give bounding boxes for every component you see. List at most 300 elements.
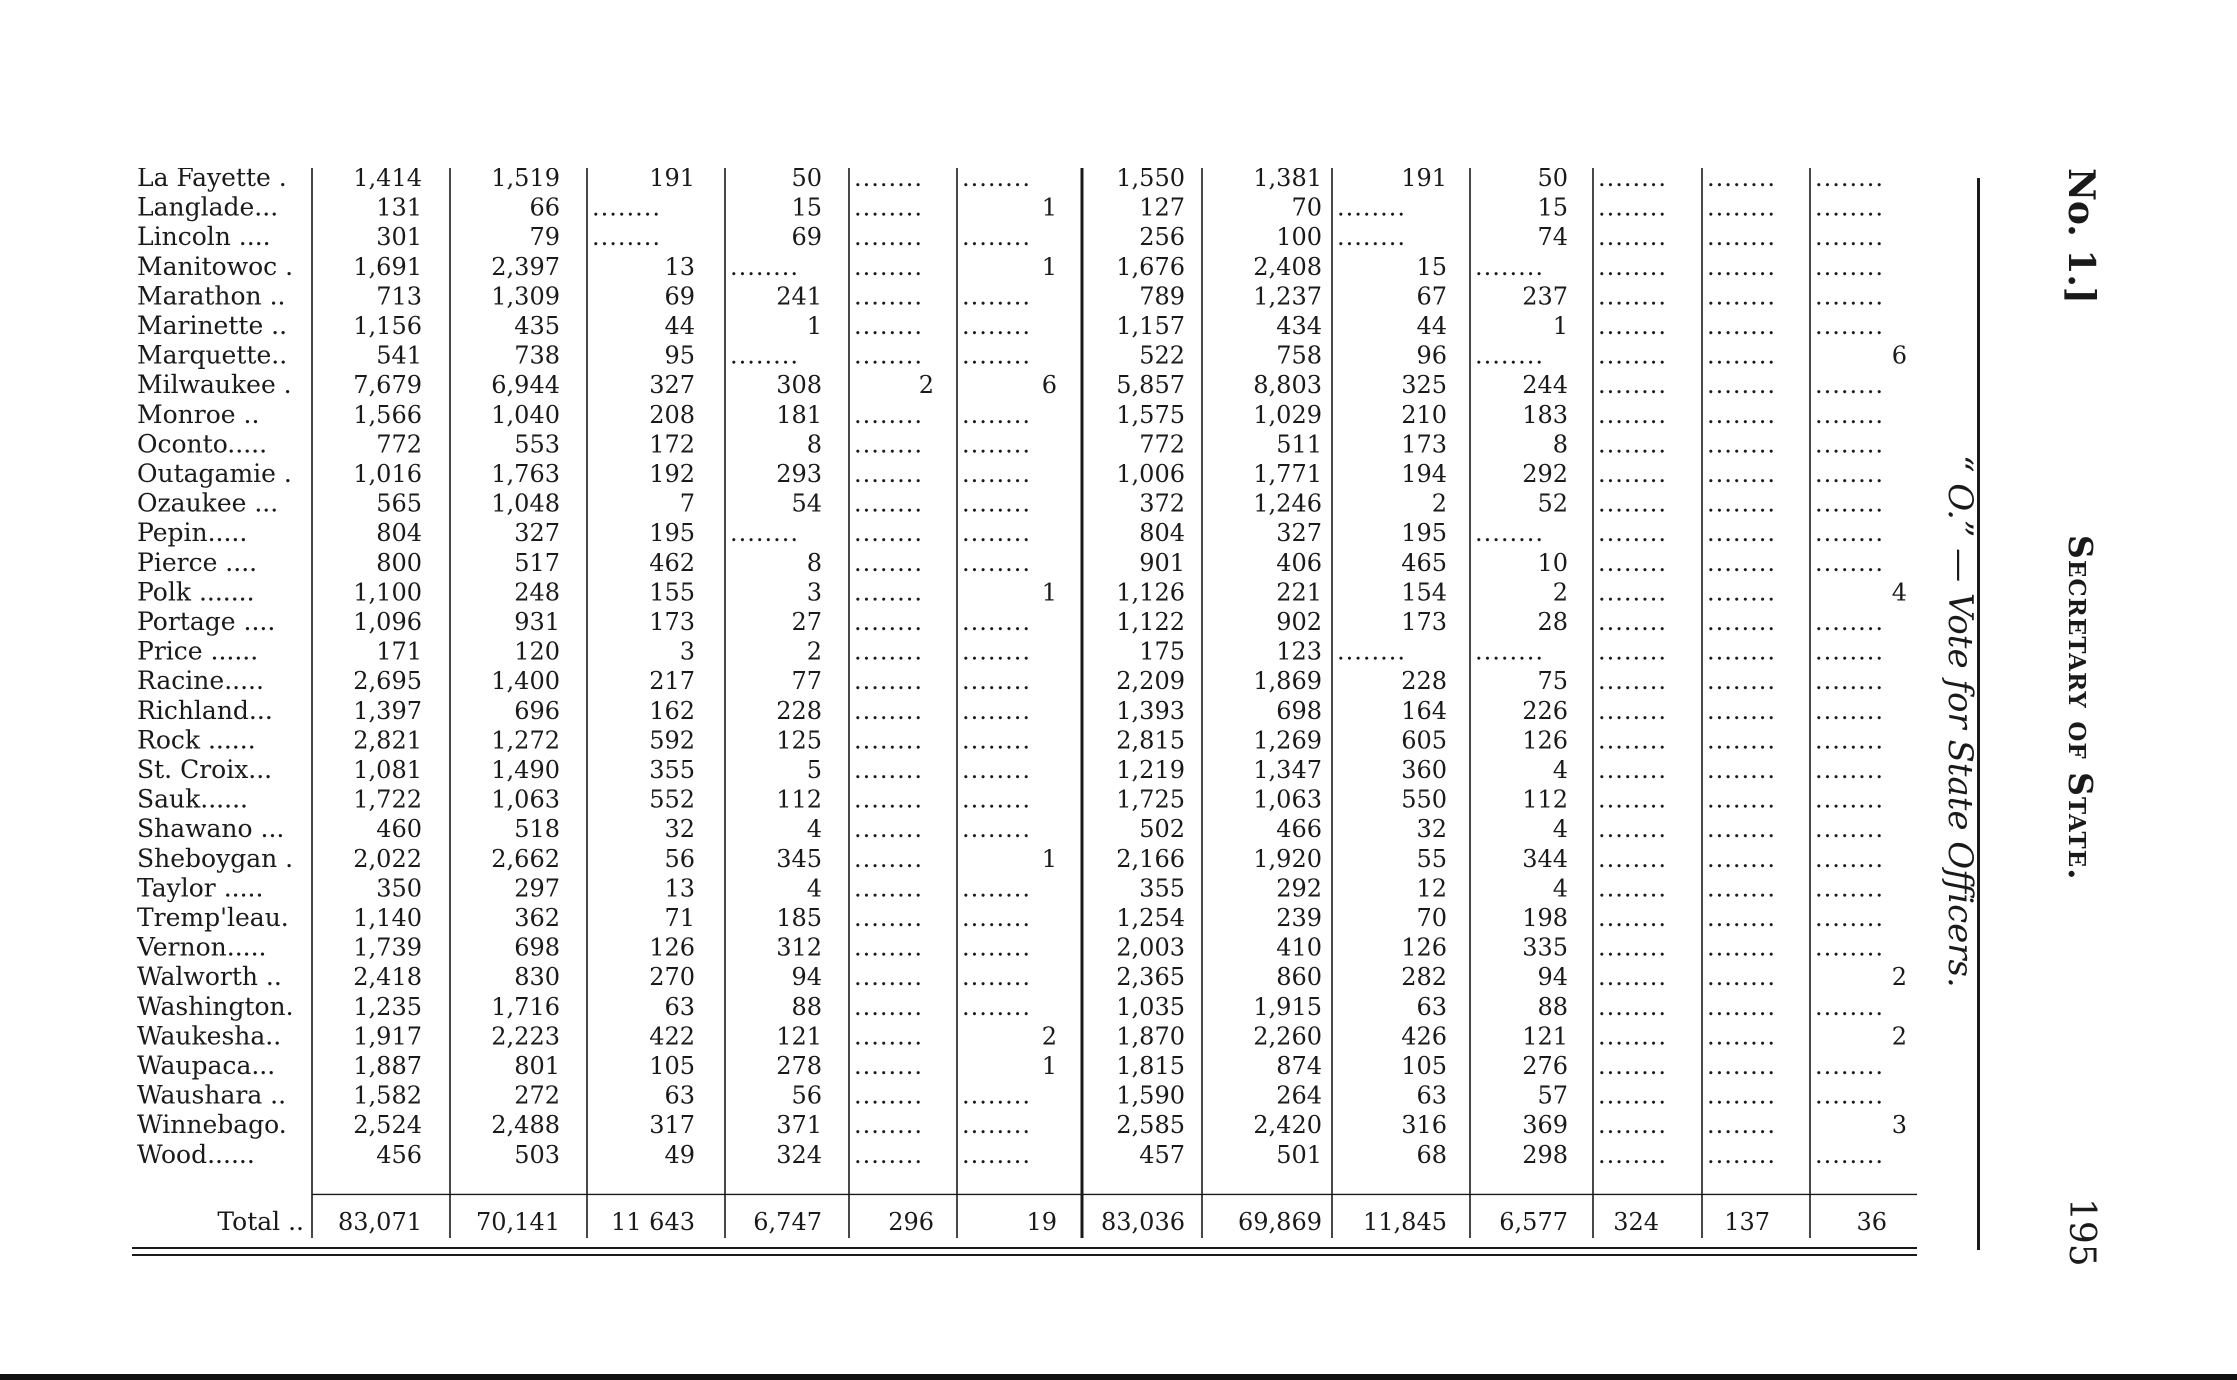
vote-count: 1,347 (1253, 756, 1322, 784)
county-name: Sheboygan . (137, 843, 294, 873)
vote-count: 466 (1276, 815, 1322, 844)
vote-count: 112 (776, 785, 822, 814)
empty-leader: ........ (854, 726, 924, 755)
vote-count: 2 (1891, 963, 1907, 992)
empty-leader: ........ (962, 548, 1032, 577)
vote-count: 226 (1522, 696, 1568, 725)
empty-leader: ........ (962, 460, 1032, 488)
vote-count: 1,725 (1116, 785, 1185, 814)
vote-count: 1,575 (1116, 400, 1185, 429)
total-value: 69,869 (1238, 1208, 1322, 1236)
empty-leader: ........ (962, 400, 1032, 429)
vote-count: 185 (776, 904, 822, 932)
vote-count: 456 (376, 1140, 422, 1169)
vote-count: 696 (514, 696, 560, 725)
vote-count: 1,309 (491, 282, 560, 311)
vote-count: 1,920 (1253, 844, 1322, 873)
empty-leader: ........ (854, 785, 924, 814)
vote-count: 12 (1416, 874, 1447, 903)
vote-count: 335 (1522, 933, 1568, 962)
empty-leader: ........ (854, 1140, 924, 1169)
vote-count: 1 (1041, 1052, 1057, 1080)
empty-leader: ........ (1598, 696, 1668, 725)
vote-count: 1,035 (1116, 992, 1185, 1021)
empty-leader: ........ (962, 992, 1032, 1021)
vote-count: 1,029 (1253, 400, 1322, 429)
county-name: Langlade... (137, 192, 279, 222)
vote-count: 738 (514, 341, 560, 370)
vote-count: 1,393 (1116, 696, 1185, 725)
vote-count: 5 (806, 756, 822, 784)
vote-count: 8,803 (1253, 371, 1322, 400)
vote-count: 8 (806, 430, 822, 459)
empty-leader: ........ (1598, 726, 1668, 755)
empty-leader: ........ (1598, 312, 1668, 340)
vote-count: 457 (1139, 1140, 1185, 1169)
vote-count: 406 (1276, 548, 1322, 577)
vote-count: 1,763 (491, 460, 560, 488)
county-name: Richland... (137, 695, 273, 725)
empty-leader: ........ (854, 1052, 924, 1080)
vote-count: 49 (664, 1140, 695, 1169)
vote-count: 162 (649, 696, 695, 725)
empty-leader: ........ (962, 1081, 1032, 1110)
vote-count: 1,063 (1253, 785, 1322, 814)
empty-leader: ........ (854, 341, 924, 370)
vote-count: 127 (1139, 193, 1185, 222)
vote-count: 112 (1522, 785, 1568, 814)
vote-count: 1,140 (353, 904, 422, 932)
county-name: Portage .... (137, 607, 276, 636)
empty-leader: ........ (1598, 1140, 1668, 1169)
empty-leader: ........ (962, 667, 1032, 696)
vote-count: 15 (1537, 193, 1568, 222)
vote-count: 4 (1552, 756, 1568, 784)
empty-leader: ........ (1707, 1052, 1777, 1080)
vote-count: 1,400 (491, 667, 560, 696)
empty-leader: ........ (1337, 193, 1407, 222)
vote-count: 2,695 (353, 667, 422, 696)
vote-count: 552 (649, 785, 695, 814)
vote-count: 210 (1401, 400, 1447, 429)
vote-count: 422 (649, 1022, 695, 1051)
empty-leader: ........ (854, 312, 924, 340)
empty-leader: ........ (1815, 933, 1885, 962)
county-name: Lincoln .... (137, 222, 271, 252)
vote-count: 372 (1139, 489, 1185, 518)
vote-count: 360 (1401, 756, 1447, 784)
vote-count: 44 (664, 312, 695, 340)
empty-leader: ........ (1707, 844, 1777, 873)
vote-count: 3 (806, 578, 822, 607)
vote-count: 292 (1522, 460, 1568, 488)
vote-count: 173 (1401, 608, 1447, 636)
county-name: St. Croix... (137, 755, 273, 784)
vote-count: 1 (1041, 252, 1057, 281)
vote-count: 293 (776, 460, 822, 488)
empty-leader: ........ (1707, 460, 1777, 488)
vote-count: 57 (1537, 1081, 1568, 1110)
vote-count: 10 (1537, 548, 1568, 577)
county-name: Marinette .. (137, 311, 288, 340)
vote-count: 1,126 (1116, 578, 1185, 607)
empty-leader: ........ (1815, 904, 1885, 932)
vote-count: 830 (514, 963, 560, 992)
empty-leader: ........ (854, 637, 924, 666)
empty-leader: ........ (1707, 785, 1777, 814)
empty-leader: ........ (1707, 933, 1777, 962)
empty-leader: ........ (1707, 696, 1777, 725)
empty-leader: ........ (1815, 548, 1885, 577)
empty-leader: ........ (1815, 815, 1885, 844)
empty-leader: ........ (1598, 637, 1668, 666)
empty-leader: ........ (962, 756, 1032, 784)
vote-count: 282 (1401, 963, 1447, 992)
vote-count: 192 (649, 460, 695, 488)
vote-count: 355 (1139, 874, 1185, 903)
vote-count: 69 (664, 282, 695, 311)
document-number: No. 1.] (2060, 168, 2102, 304)
empty-leader: ........ (1815, 400, 1885, 429)
empty-leader: ........ (1598, 904, 1668, 932)
vote-count: 5,857 (1116, 371, 1185, 400)
vote-count: 71 (664, 904, 695, 932)
empty-leader: ........ (1815, 430, 1885, 459)
total-value: 137 (1724, 1208, 1770, 1236)
empty-leader: ........ (1707, 341, 1777, 370)
vote-count: 297 (514, 874, 560, 903)
vote-count: 88 (791, 992, 822, 1021)
vote-count: 15 (1416, 252, 1447, 281)
vote-count: 4 (806, 815, 822, 844)
vote-count: 2,365 (1116, 963, 1185, 992)
empty-leader: ........ (1598, 785, 1668, 814)
vote-count: 217 (649, 667, 695, 696)
vote-count: 2,166 (1116, 844, 1185, 873)
vote-count: 198 (1522, 904, 1568, 932)
empty-leader: ........ (962, 874, 1032, 903)
empty-leader: ........ (854, 430, 924, 459)
empty-leader: ........ (1815, 489, 1885, 518)
vote-count: 541 (376, 341, 422, 370)
county-name: Pierce .... (137, 547, 258, 577)
vote-count: 789 (1139, 282, 1185, 311)
vote-count: 426 (1401, 1022, 1447, 1051)
total-value: 11,845 (1363, 1208, 1447, 1236)
vote-count: 2,585 (1116, 1111, 1185, 1140)
empty-leader: ........ (1707, 223, 1777, 252)
county-name: Polk ....... (137, 577, 255, 607)
vote-count: 1,269 (1253, 726, 1322, 755)
total-value: 324 (1613, 1208, 1659, 1236)
total-value: 83,071 (338, 1208, 422, 1236)
empty-leader: ........ (1598, 252, 1668, 281)
vote-count: 181 (776, 400, 822, 429)
empty-leader: ........ (1598, 489, 1668, 518)
county-name: Taylor ..... (137, 873, 264, 903)
vote-count: 1 (1552, 312, 1568, 340)
empty-leader: ........ (1707, 992, 1777, 1021)
vote-count: 264 (1276, 1081, 1322, 1110)
vote-count: 1,157 (1116, 312, 1185, 340)
vote-count: 63 (1416, 1081, 1447, 1110)
empty-leader: ........ (1815, 460, 1885, 488)
empty-leader: ........ (1815, 844, 1885, 873)
vote-table (132, 168, 1917, 1260)
vote-count: 1 (806, 312, 822, 340)
empty-leader: ........ (1598, 608, 1668, 636)
vote-count: 931 (514, 608, 560, 636)
vote-count: 55 (1416, 844, 1447, 873)
county-name: Ozaukee ... (137, 488, 279, 518)
total-value: 296 (888, 1208, 934, 1236)
vote-count: 804 (376, 519, 422, 548)
vote-count: 276 (1522, 1052, 1568, 1080)
empty-leader: ........ (1598, 460, 1668, 488)
empty-leader: ........ (1475, 252, 1545, 281)
county-name: Monroe .. (137, 399, 260, 429)
empty-leader: ........ (962, 785, 1032, 814)
vote-count: 121 (776, 1022, 822, 1051)
empty-leader: ........ (1815, 1081, 1885, 1110)
vote-count: 312 (776, 933, 822, 962)
empty-leader: ........ (854, 1022, 924, 1051)
empty-leader: ........ (962, 933, 1032, 962)
vote-count: 462 (649, 548, 695, 577)
empty-leader: ........ (962, 696, 1032, 725)
county-name: Winnebago. (137, 1110, 287, 1140)
vote-count: 1,016 (353, 460, 422, 488)
county-name: Manitowoc . (137, 251, 294, 281)
empty-leader: ........ (962, 223, 1032, 252)
vote-count: 1,048 (491, 489, 560, 518)
empty-leader: ........ (962, 489, 1032, 518)
vote-count: 7 (679, 489, 695, 518)
vote-count: 1,519 (491, 168, 560, 192)
empty-leader: ........ (962, 963, 1032, 992)
vote-count: 355 (649, 756, 695, 784)
vote-count: 88 (1537, 992, 1568, 1021)
empty-leader: ........ (1815, 312, 1885, 340)
vote-count: 105 (1401, 1052, 1447, 1080)
vote-count: 698 (514, 933, 560, 962)
vote-count: 70 (1416, 904, 1447, 932)
vote-count: 1,887 (353, 1052, 422, 1080)
vote-count: 63 (1416, 992, 1447, 1021)
vote-count: 362 (514, 904, 560, 932)
empty-leader: ........ (592, 223, 662, 252)
empty-leader: ........ (962, 1140, 1032, 1169)
vote-count: 154 (1401, 578, 1447, 607)
vote-count: 1,566 (353, 400, 422, 429)
vote-count: 1,235 (353, 992, 422, 1021)
vote-count: 256 (1139, 223, 1185, 252)
empty-leader: ........ (962, 1111, 1032, 1140)
vote-count: 94 (1537, 963, 1568, 992)
county-name: Sauk...... (137, 784, 248, 814)
vote-count: 278 (776, 1052, 822, 1080)
empty-leader: ........ (854, 696, 924, 725)
empty-leader: ........ (1598, 992, 1668, 1021)
empty-leader: ........ (1707, 168, 1777, 192)
empty-leader: ........ (1815, 785, 1885, 814)
vote-count: 191 (649, 168, 695, 192)
vote-count: 465 (1401, 548, 1447, 577)
empty-leader: ........ (854, 400, 924, 429)
vote-count: 239 (1276, 904, 1322, 932)
vote-count: 272 (514, 1081, 560, 1110)
vote-count: 435 (514, 312, 560, 340)
empty-leader: ........ (854, 904, 924, 932)
vote-count: 131 (376, 193, 422, 222)
empty-leader: ........ (1598, 223, 1668, 252)
empty-leader: ........ (1598, 667, 1668, 696)
vote-count: 123 (1276, 637, 1322, 666)
vote-count: 228 (1401, 667, 1447, 696)
vote-count: 2,418 (353, 963, 422, 992)
total-value: 36 (1856, 1208, 1887, 1236)
empty-leader: ........ (962, 341, 1032, 370)
empty-leader: ........ (1707, 637, 1777, 666)
empty-leader: ........ (854, 933, 924, 962)
vote-count: 237 (1522, 282, 1568, 311)
county-name: La Fayette . (137, 168, 287, 192)
vote-count: 1,272 (491, 726, 560, 755)
empty-leader: ........ (1707, 371, 1777, 400)
empty-leader: ........ (854, 548, 924, 577)
vote-count: 772 (1139, 430, 1185, 459)
county-name: Waupaca... (137, 1051, 276, 1080)
empty-leader: ........ (854, 1081, 924, 1110)
county-name: Rock ...... (137, 725, 256, 755)
empty-leader: ........ (1707, 548, 1777, 577)
vote-count: 6 (1041, 371, 1057, 400)
empty-leader: ........ (1337, 223, 1407, 252)
total-label: Total .. (217, 1207, 304, 1236)
empty-leader: ........ (1707, 1140, 1777, 1169)
vote-count: 698 (1276, 696, 1322, 725)
empty-leader: ........ (854, 1111, 924, 1140)
county-name: Price ...... (137, 636, 259, 666)
vote-count: 518 (514, 815, 560, 844)
vote-count: 194 (1401, 460, 1447, 488)
vote-count: 52 (1537, 489, 1568, 518)
vote-count: 68 (1416, 1140, 1447, 1169)
total-value: 83,036 (1101, 1208, 1185, 1236)
vote-count: 2,003 (1116, 933, 1185, 962)
vote-count: 96 (1416, 341, 1447, 370)
vote-count: 410 (1276, 933, 1322, 962)
vote-count: 1,870 (1116, 1022, 1185, 1051)
empty-leader: ........ (962, 430, 1032, 459)
vote-count: 1 (1041, 578, 1057, 607)
empty-leader: ........ (730, 341, 800, 370)
vote-count: 292 (1276, 874, 1322, 903)
vote-count: 126 (1522, 726, 1568, 755)
total-value: 70,141 (476, 1208, 560, 1236)
empty-leader: ........ (1598, 519, 1668, 548)
total-value: 6,747 (753, 1208, 822, 1236)
county-name: Washington. (137, 991, 294, 1021)
vote-count: 901 (1139, 548, 1185, 577)
vote-count: 50 (1537, 168, 1568, 192)
empty-leader: ........ (854, 489, 924, 518)
vote-count: 74 (1537, 223, 1568, 252)
vote-count: 565 (376, 489, 422, 518)
empty-leader: ........ (1707, 578, 1777, 607)
vote-count: 460 (376, 815, 422, 844)
vote-count: 56 (664, 844, 695, 873)
vote-count: 301 (376, 223, 422, 252)
vote-count: 95 (664, 341, 695, 370)
vote-count: 553 (514, 430, 560, 459)
county-name: Vernon..... (137, 932, 267, 962)
vote-count: 32 (1416, 815, 1447, 844)
vote-count: 120 (514, 637, 560, 666)
vote-count: 208 (649, 400, 695, 429)
empty-leader: ........ (1815, 1140, 1885, 1169)
county-name: Shawano ... (137, 814, 285, 844)
vote-count: 1,237 (1253, 282, 1322, 311)
empty-leader: ........ (854, 168, 924, 192)
vote-count: 327 (514, 519, 560, 548)
vote-count: 183 (1522, 400, 1568, 429)
vote-count: 126 (649, 933, 695, 962)
vote-count: 164 (1401, 696, 1447, 725)
vote-count: 369 (1522, 1111, 1568, 1140)
empty-leader: ........ (1815, 696, 1885, 725)
vote-count: 605 (1401, 726, 1447, 755)
vote-count: 1,006 (1116, 460, 1185, 488)
empty-leader: ........ (962, 282, 1032, 311)
vote-count: 327 (1276, 519, 1322, 548)
empty-leader: ........ (854, 756, 924, 784)
empty-leader: ........ (1707, 904, 1777, 932)
vote-count: 1,381 (1253, 168, 1322, 192)
empty-leader: ........ (1707, 963, 1777, 992)
empty-leader: ........ (1815, 282, 1885, 311)
vote-count: 244 (1522, 371, 1568, 400)
vote-count: 228 (776, 696, 822, 725)
vote-count: 2,260 (1253, 1022, 1322, 1051)
vote-count: 2 (1041, 1022, 1057, 1051)
vote-count: 4 (1891, 578, 1907, 607)
scan-edge (0, 1374, 2237, 1380)
empty-leader: ........ (1598, 815, 1668, 844)
vote-count: 713 (376, 282, 422, 311)
empty-leader: ........ (854, 992, 924, 1021)
vote-count: 2,524 (353, 1111, 422, 1140)
vote-count: 50 (791, 168, 822, 192)
vote-count: 2,397 (491, 252, 560, 281)
vote-count: 63 (664, 1081, 695, 1110)
vote-count: 6,944 (491, 371, 560, 400)
empty-leader: ........ (1707, 874, 1777, 903)
empty-leader: ........ (1707, 519, 1777, 548)
empty-leader: ........ (1815, 252, 1885, 281)
vote-count: 8 (1552, 430, 1568, 459)
vote-count: 105 (649, 1052, 695, 1080)
vote-count: 874 (1276, 1052, 1322, 1080)
running-head: Secretary of State. (2061, 535, 2100, 881)
vote-count: 550 (1401, 785, 1447, 814)
vote-count: 2,209 (1116, 667, 1185, 696)
vote-count: 1,414 (353, 168, 422, 192)
empty-leader: ........ (1815, 756, 1885, 784)
county-name: Milwaukee . (137, 370, 292, 400)
empty-leader: ........ (1598, 874, 1668, 903)
vote-count: 592 (649, 726, 695, 755)
